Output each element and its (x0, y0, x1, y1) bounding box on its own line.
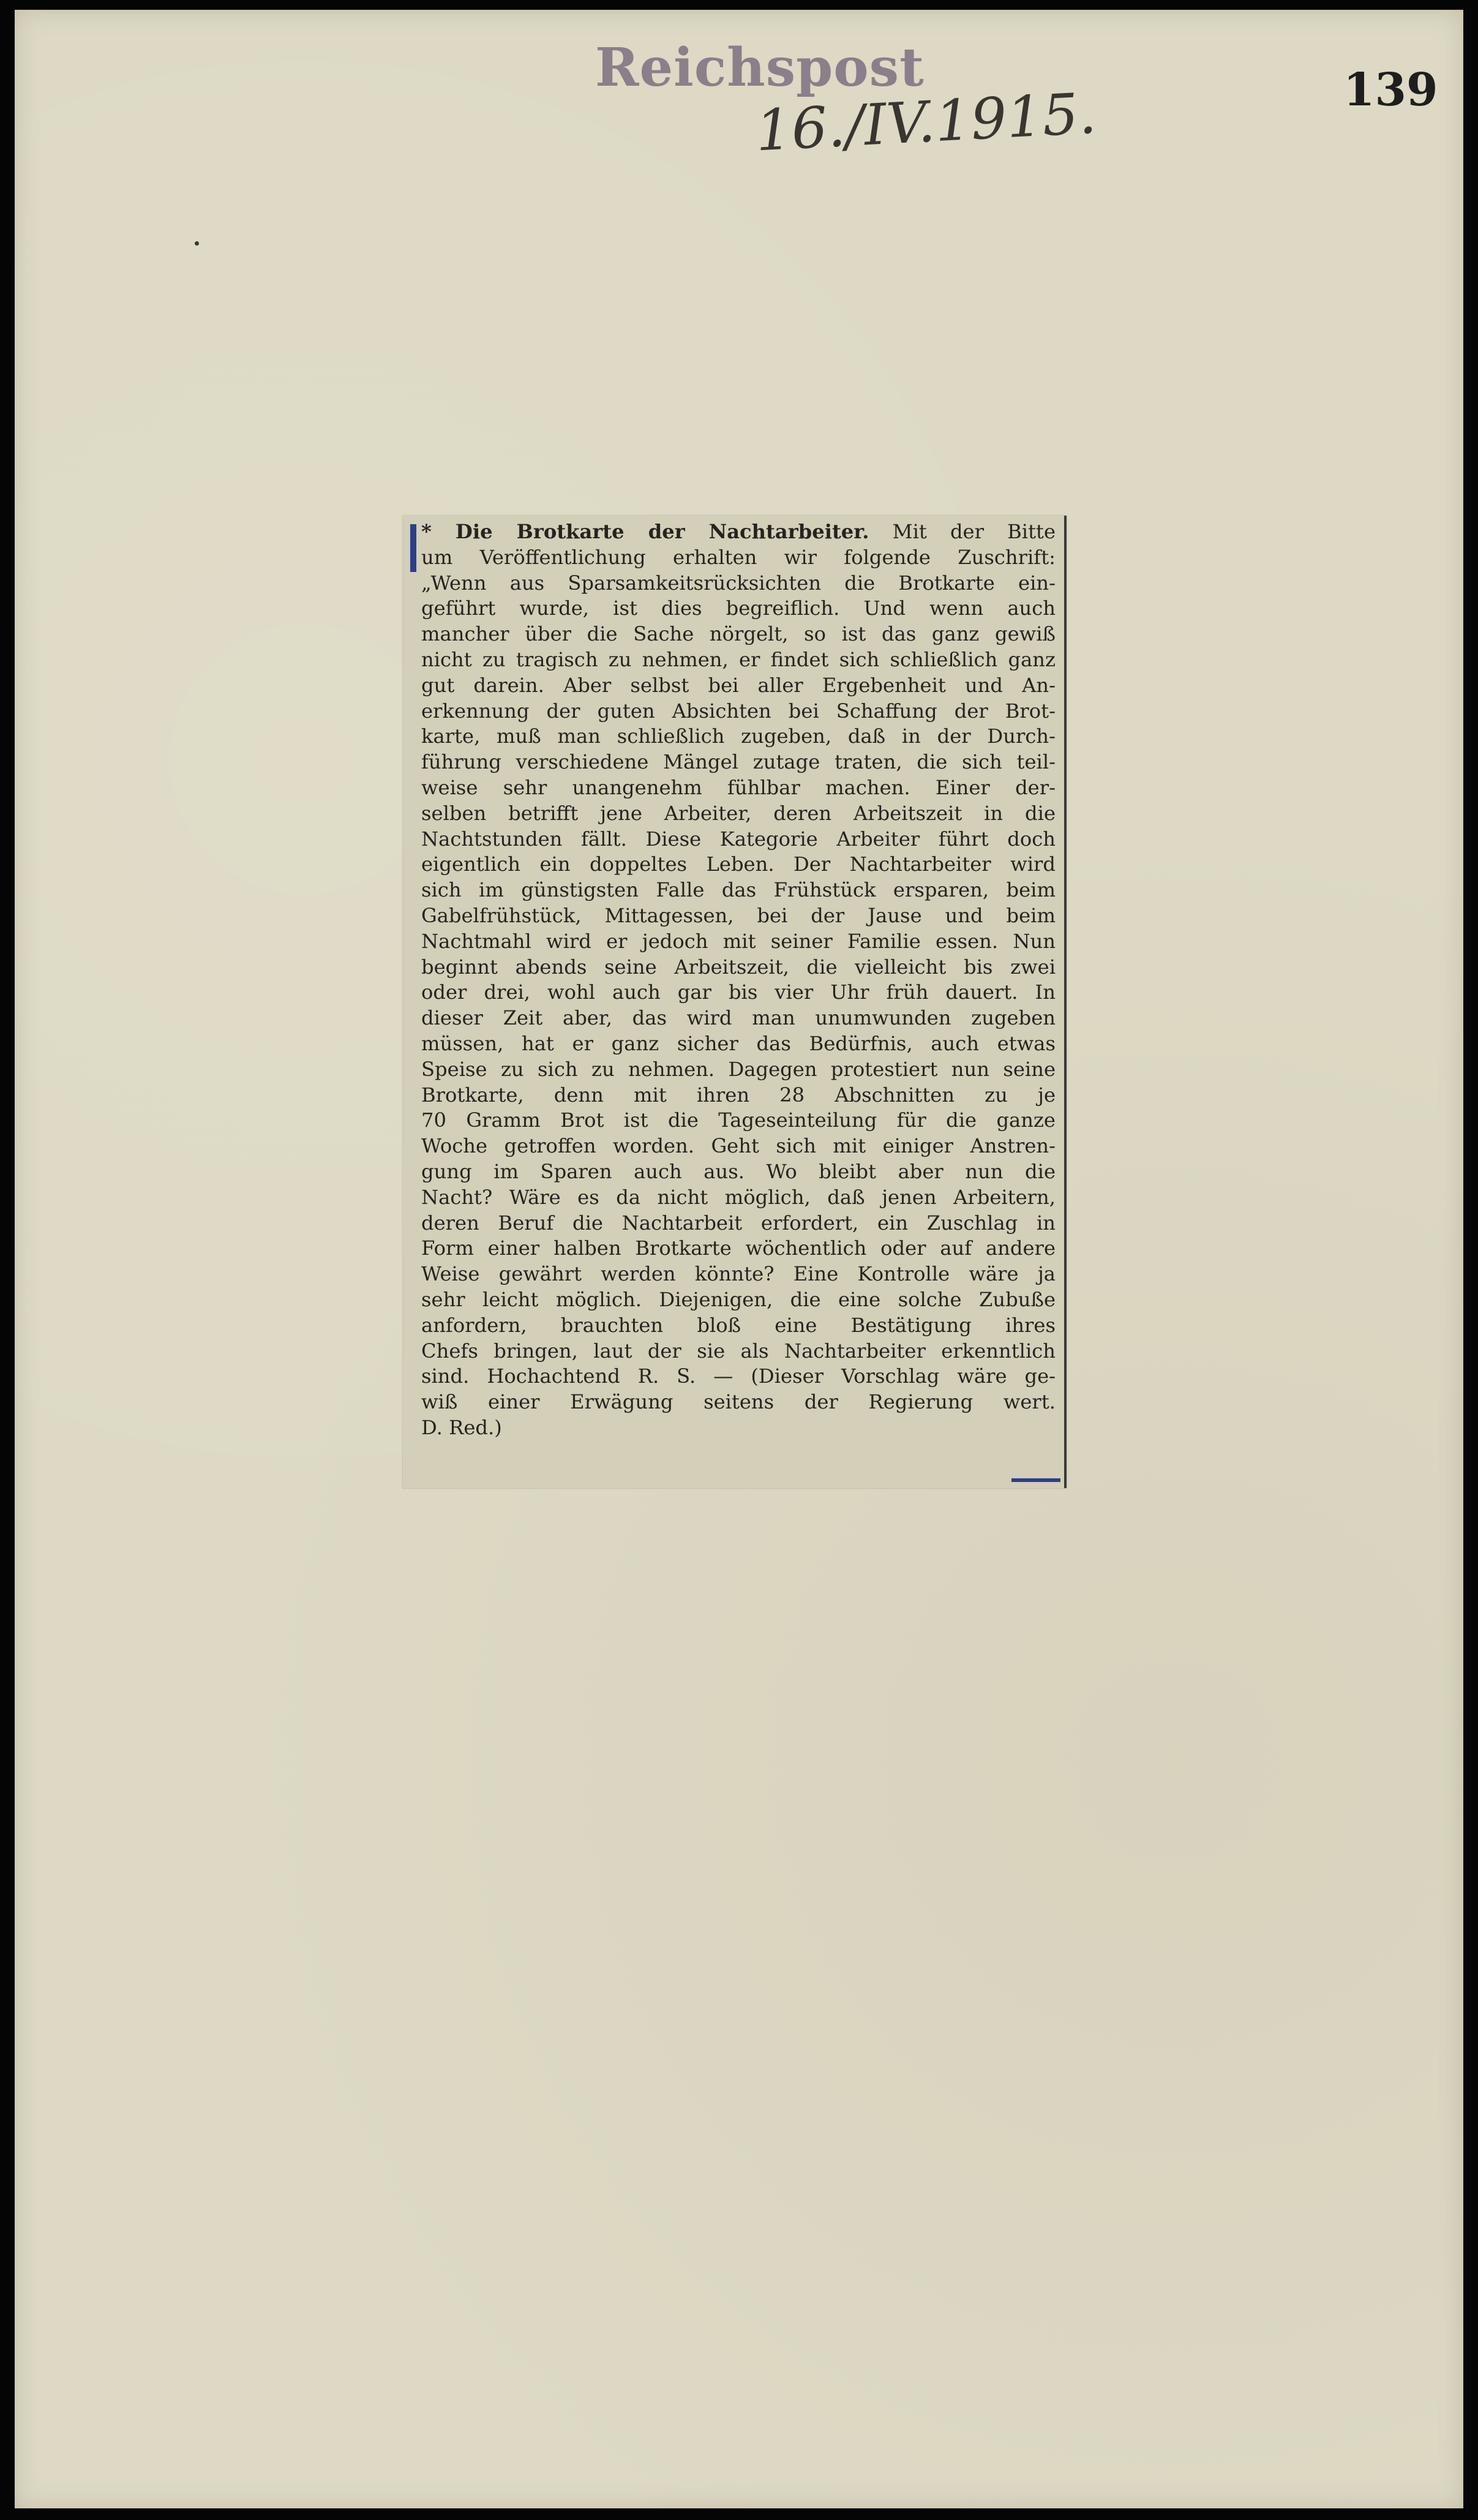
article-line: weise sehr unangenehm fühlbar machen. Einer der- (421, 775, 1056, 799)
article-line: führung verschiedene Mängel zutage traten, die sich teil- (421, 750, 1056, 774)
article-line: geführt wurde, ist dies begreiflich. Und wenn auch (421, 596, 1056, 620)
article-line: Form einer halben Brotkarte wöchentlich oder auf andere (421, 1236, 1056, 1260)
article-line: dieser Zeit aber, das wird man unumwunden zugeben (421, 1006, 1056, 1030)
article-line: erkennung der guten Absichten bei Schaffung der Brot- (421, 699, 1056, 723)
newspaper-clipping (403, 516, 1067, 1488)
article-line: wiß einer Erwägung seitens der Regierung wert. (421, 1390, 1056, 1414)
newspaper-stamp: Reichspost (595, 37, 925, 99)
article-line: anfordern, brauchten bloß eine Bestätigung ihres (421, 1313, 1056, 1337)
article-line: gung im Sparen auch aus. Wo bleibt aber nun die (421, 1159, 1056, 1183)
article-line: Chefs bringen, laut der sie als Nachtarbeiter erkenntlich (421, 1339, 1056, 1363)
article-line: * Die Brotkarte der Nachtarbeiter. Mit der Bitte (421, 520, 1056, 543)
article-line: sehr leicht möglich. Diejenigen, die eine solche Zubuße (421, 1287, 1056, 1311)
article-body (421, 519, 1056, 1441)
article-line: Nachtmahl wird er jedoch mit seiner Familie essen. Nun (421, 929, 1056, 953)
handwritten-date: 16./IV.1915. (754, 80, 1098, 164)
blue-pencil-underline (1011, 1478, 1060, 1482)
article-line: Weise gewährt werden könnte? Eine Kontrolle wäre ja (421, 1262, 1056, 1286)
article-line: deren Beruf die Nachtarbeit erfordert, ein Zuschlag in (421, 1211, 1056, 1235)
article-line: Speise zu sich zu nehmen. Dagegen protestiert nun seine (421, 1057, 1056, 1081)
article-line: Brotkarte, denn mit ihren 28 Abschnitten zu je (421, 1083, 1056, 1107)
blue-pencil-mark (410, 524, 416, 572)
article-line: beginnt abends seine Arbeitszeit, die vielleicht bis zwei (421, 955, 1056, 979)
article-line: Woche getroffen worden. Geht sich mit einiger Anstren- (421, 1134, 1056, 1158)
article-line: D. Red.) (421, 1415, 502, 1439)
archive-sheet (15, 10, 1463, 2508)
paper-speck (195, 241, 199, 246)
article-line: selben betrifft jene Arbeiter, deren Arbeitszeit in die (421, 801, 1056, 825)
article-line: gut darein. Aber selbst bei aller Ergebenheit und An- (421, 673, 1056, 697)
article-line: nicht zu tragisch zu nehmen, er findet sich schließlich ganz (421, 647, 1056, 671)
page-number: 139 (1343, 64, 1438, 116)
article-line: „Wenn aus Sparsamkeitsrücksichten die Brotkarte ein- (421, 571, 1056, 595)
article-headline: * Die Brotkarte der Nachtarbeiter. (421, 520, 869, 543)
article-line: Nachtstunden fällt. Diese Kategorie Arbeiter führt doch (421, 827, 1056, 851)
article-line: sich im günstigsten Falle das Frühstück ersparen, beim (421, 878, 1056, 902)
article-line: sind. Hochachtend R. S. — (Dieser Vorschlag wäre ge- (421, 1364, 1056, 1388)
article-line: eigentlich ein doppeltes Leben. Der Nachtarbeiter wird (421, 852, 1056, 876)
article-line: Gabelfrühstück, Mittagessen, bei der Jause und beim (421, 903, 1056, 927)
article-line: müssen, hat er ganz sicher das Bedürfnis, auch etwas (421, 1031, 1056, 1055)
article-line: karte, muß man schließlich zugeben, daß in der Durch- (421, 724, 1056, 748)
article-line: oder drei, wohl auch gar bis vier Uhr früh dauert. In (421, 980, 1056, 1004)
article-line: 70 Gramm Brot ist die Tageseinteilung für die ganze (421, 1108, 1056, 1132)
article-line: mancher über die Sache nörgelt, so ist das ganz gewiß (421, 622, 1056, 646)
article-line: um Veröffentlichung erhalten wir folgende Zuschrift: (421, 545, 1056, 569)
article-line: Nacht? Wäre es da nicht möglich, daß jenen Arbeitern, (421, 1185, 1056, 1209)
